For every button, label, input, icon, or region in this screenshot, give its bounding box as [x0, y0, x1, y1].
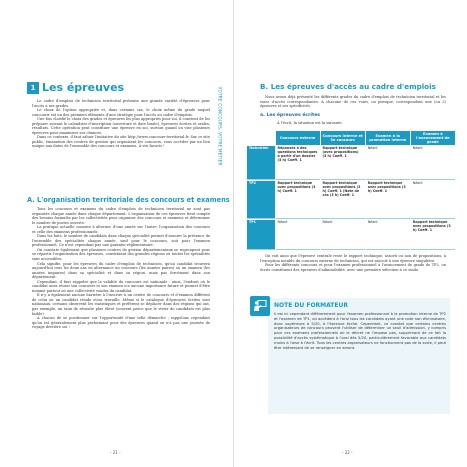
- section-b-paragraph: Nous avons déjà présenté les différents grades du cadre d'emplois de technicien territorial et les voies d'accès correspondantes. À chacune de ces voies, ou presque, correspondent une (ou 2) épreuves et ses spécificités.: [260, 95, 446, 109]
- table-header: Examen à l'avancement de grade: [411, 131, 455, 145]
- section-a-paragraph: Dans les faits, le nombre de candidats dans chaque spécialité permet d'assurer la présence de l'ensemble des spécialités chaque année, sauf pour le concours, soit pour l'examen professionnel. Ce n'est cependant pas une garantie réglementaire.: [32, 234, 210, 248]
- section-a-text: [32, 207, 210, 330]
- table-row-label: TP2: [247, 181, 275, 219]
- side-tab-label: VOTRE CONCOURS, VOTRE MÉTIER: [217, 86, 223, 166]
- table-header: Concours externe: [276, 131, 320, 145]
- intro-paragraph: Le choix de l'option appropriée et, dans certains cas, le choix même du grade auquel concourir est un des premiers éléments d'une stratégie pour l'accès au cadre d'emplois.: [32, 108, 210, 117]
- after-table-paragraph: On voit ainsi que l'épreuve centrale reste le rapport technique, assorti ou non de propositions, à l'exception notable du concours externe de technicien, qui est associé à une épreuve singulière.: [260, 254, 446, 263]
- chapter-title: Les épreuves: [42, 81, 125, 94]
- table-cell: Rapport technique (avec propositions) (3 h) Coeff. 1: [321, 146, 365, 180]
- sub-a-intro: [272, 121, 442, 126]
- section-b-title: B. Les épreuves d'accès au cadre d'emplois: [260, 82, 436, 91]
- table-row-label: TP1: [247, 220, 275, 250]
- table-row: [247, 146, 455, 180]
- page-number-left: - 21 -: [110, 450, 121, 455]
- table-cell: Rapport technique avec propositions (3 h) Coeff. 1: [276, 181, 320, 219]
- section-b-text: [260, 95, 446, 109]
- page-number-right: - 22 -: [342, 450, 353, 455]
- section-a-paragraph: À chacun de se positionner sur l'opportunité d'une telle démarche ; rappelons cependant qu'on est généralement plus performant pour des épreuves quand on n'a pas une journée de voyage derrière soi !: [32, 316, 210, 330]
- table-cell: Rapport technique avec propositions (3 h) Coeff. 1: [411, 220, 455, 250]
- trainer-note-body: Il est ici cependant différemment pour l'examen professionnel à la promotion interne de TP2 et l'examen de TP1, où accèdent à l'oral tous les candidats ayant une note non éliminatoire, donc supérieure à 5/20, à l'épreuve écrite. Cependant, ce constat que certains centres organisateurs de concours peuvent l'utiliser de déterminer un seuil d'admission, y compris pour ces examens professionnels où le décret ne l'impose pas, supprimant de ce fait la possibilité d'accès systématique à l'oral dès 5/20, particulièrement favorable aux candidats moins à l'aise à l'écrit. Tous les centres organisateurs ne fonctionnent pas de la sorte, il peut être intéressant de se renseigner en amont.: [274, 312, 446, 350]
- intro-text: [32, 99, 210, 149]
- intro-paragraph: Le cadre d'emplois de technicien territorial présente une grande variété d'épreuves pour l'accès à ses grades.: [32, 99, 210, 108]
- table-cell: Néant: [276, 220, 320, 250]
- after-table-paragraph: Pour les différents concours et pour l'examen professionnel à l'avancement de grade de TP2, on écrits constituent des épreuves d'admissibilité, avec une première sélection à ce stade.: [260, 263, 446, 272]
- exams-table: [246, 130, 456, 251]
- table-header: Examen à la promotion interne: [366, 131, 410, 145]
- table-cell: Rapport technique avec propositions (3 h) Coeff. 1 (Note de cas (3 h) Coeff. 1: [321, 181, 365, 219]
- section-a-paragraph: Cependant, il faut rappeler que la validité du concours est nationale : ainsi, l'endroit où le candidat aura réussi son concours et son examen n'a aucune importance future et permet d'être nommé partout où une collectivité voudra du candidat.: [32, 279, 210, 293]
- table-header-row: [247, 131, 455, 145]
- after-table-text: [260, 254, 446, 272]
- table-header: Concours interne et 3e concours: [321, 131, 365, 145]
- intro-paragraph: Dans ce contexte, il faut saluer l'initiative du site http://www.concours-territorial.fr. Sur ce site public, émanation des centres de gestion qui organisent les concours, vous accédez par un lien unique aux dates de l'ensemble des concours et examens. À vos favoris !: [32, 135, 210, 149]
- teacher-board-icon: [253, 299, 267, 313]
- section-a-paragraph: Tous les concours et examens du cadre d'emplois de technicien territorial ne sont pas organisés chaque année dans chaque département. L'organisation de ces épreuves tient compte des besoins formulés par les collectivités pour organiser des concours et examens et déterminer le nombre de postes ouverts.: [32, 207, 210, 225]
- table-cell: Néant: [411, 181, 455, 219]
- trainer-note-title: NOTE DU FORMATEUR: [274, 302, 348, 309]
- sub-a-intro-line: À l'écrit, la situation est la suivante.: [277, 121, 343, 125]
- table-row: [247, 181, 455, 219]
- table-corner: [247, 131, 275, 145]
- chapter-number: 1: [27, 82, 39, 94]
- section-a-paragraph: Cela signifie, pour les épreuves du cadre d'emplois de technicien, qu'un candidat trouvera aujourd'hui tous les deux ans en alternance un concours (les années paires) ou un examen (les années impaires) dans sa spécialité et dans sa région, mais pas forcément dans son département.: [32, 261, 210, 280]
- trainer-note-box: [268, 298, 450, 414]
- trainer-icon: [250, 296, 270, 316]
- table-row: [247, 220, 455, 250]
- table-cell: Néant: [411, 146, 455, 180]
- table-cell: Néant: [366, 220, 410, 250]
- table-row-label: Technicien: [247, 146, 275, 180]
- section-a-paragraph: On constate également que plusieurs centres de gestion départementaux se regroupent pour se répartir l'organisation des épreuves, constituant des grandes régions où toutes les spécialités sont accessibles.: [32, 247, 210, 262]
- section-a-title: A. L'organisation territoriale des concours et examens: [27, 196, 230, 204]
- left-page: [0, 0, 233, 467]
- section-a-paragraph: La pratique actuelle consiste à alterner, d'une année sur l'autre, l'organisation des concours et celle des examens professionnels.: [32, 225, 210, 234]
- intro-paragraph: Une fois clarifié le choix des grades et épreuves les plus appropriés pour soi, il convient de les préparer suivant le calendrier d'inscription (ouverture et date limite), épreuves écrites et orales, résultats. Cette opération peut constituer une épreuve en soi, surtout quand on vise plusieurs épreuves pour maximiser ses chances.: [32, 117, 210, 135]
- table-cell: Rapport technique avec propositions (3 h) Coeff. 1: [366, 181, 410, 219]
- section-a-paragraph: Il n'y a également aucune barrière à l'inscrire à un centre de concours et d'examen différent de celui où un candidat réside et/ou travaille. Même si le catalogue d'épreuves écrites sont nationaux, certains observent les statistiques et préfèrent se déplacer dans des régions qui ont, par exemple, un taux de réussite plus élevé (souvent parce que le vivier de candidats est plus faible).: [32, 293, 210, 316]
- table-cell: Néant: [321, 220, 365, 250]
- table-cell: Néant: [366, 146, 410, 180]
- table-cell: Réponses à des questions techniques à partir d'un dossier (3 h) Coeff. 1: [276, 146, 320, 180]
- side-tab: [214, 88, 226, 198]
- sub-a-title: a. Les épreuves écrites: [260, 113, 321, 118]
